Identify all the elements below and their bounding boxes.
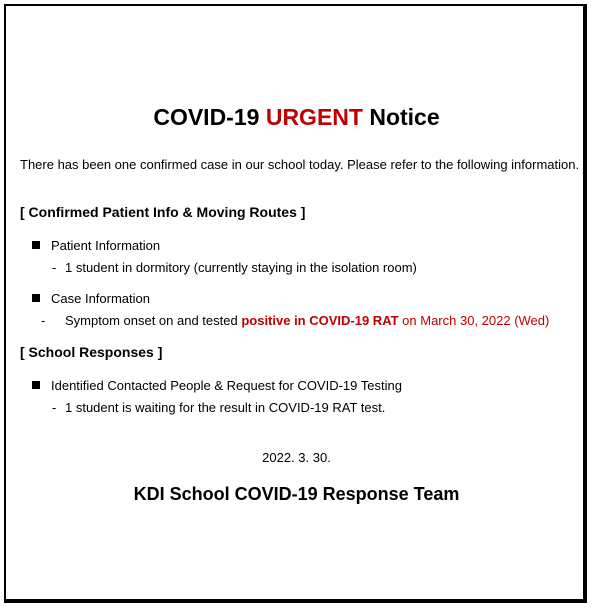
dash-marker: -: [41, 313, 46, 328]
bullet-label: Case Information: [51, 291, 150, 306]
title-urgent: URGENT: [265, 104, 363, 130]
title-suffix: Notice: [362, 104, 440, 130]
signature-team: KDI School COVID-19 Response Team: [133, 484, 460, 504]
detail-contacted-people: [52, 400, 385, 415]
bullet-contacted-people: [32, 378, 402, 393]
section-heading-school-responses: [ School Responses ]: [20, 344, 163, 360]
dash-marker: -: [52, 400, 57, 415]
square-bullet-icon: [32, 241, 40, 249]
bullet-case-information: [32, 291, 150, 306]
detail-highlight: positive in COVID-19 RAT: [241, 313, 399, 328]
detail-text: 1 student is waiting for the result in COVID-19 RAT test.: [65, 400, 386, 415]
notice-title: [0, 104, 593, 131]
notice-date: 2022. 3. 30.: [262, 450, 331, 465]
bullet-label: Patient Information: [51, 238, 161, 253]
detail-case-information: [41, 313, 549, 328]
intro-text: There has been one confirmed case in our school today. Please refer to the following information.: [20, 157, 580, 172]
detail-patient-information: [52, 260, 417, 275]
detail-text: 1 student in dormitory (currently staying in the isolation room): [65, 260, 417, 275]
bullet-patient-information: [32, 238, 160, 253]
detail-text-before: Symptom onset on and tested: [65, 313, 242, 328]
section-heading-patient-info: [ Confirmed Patient Info & Moving Routes ]: [20, 204, 306, 220]
square-bullet-icon: [32, 381, 40, 389]
detail-text-after: on March 30, 2022 (Wed): [398, 313, 550, 328]
square-bullet-icon: [32, 294, 40, 302]
dash-marker: -: [52, 260, 57, 275]
title-prefix: COVID-19: [153, 104, 266, 130]
bullet-label: Identified Contacted People & Request for COVID-19 Testing: [51, 378, 402, 393]
